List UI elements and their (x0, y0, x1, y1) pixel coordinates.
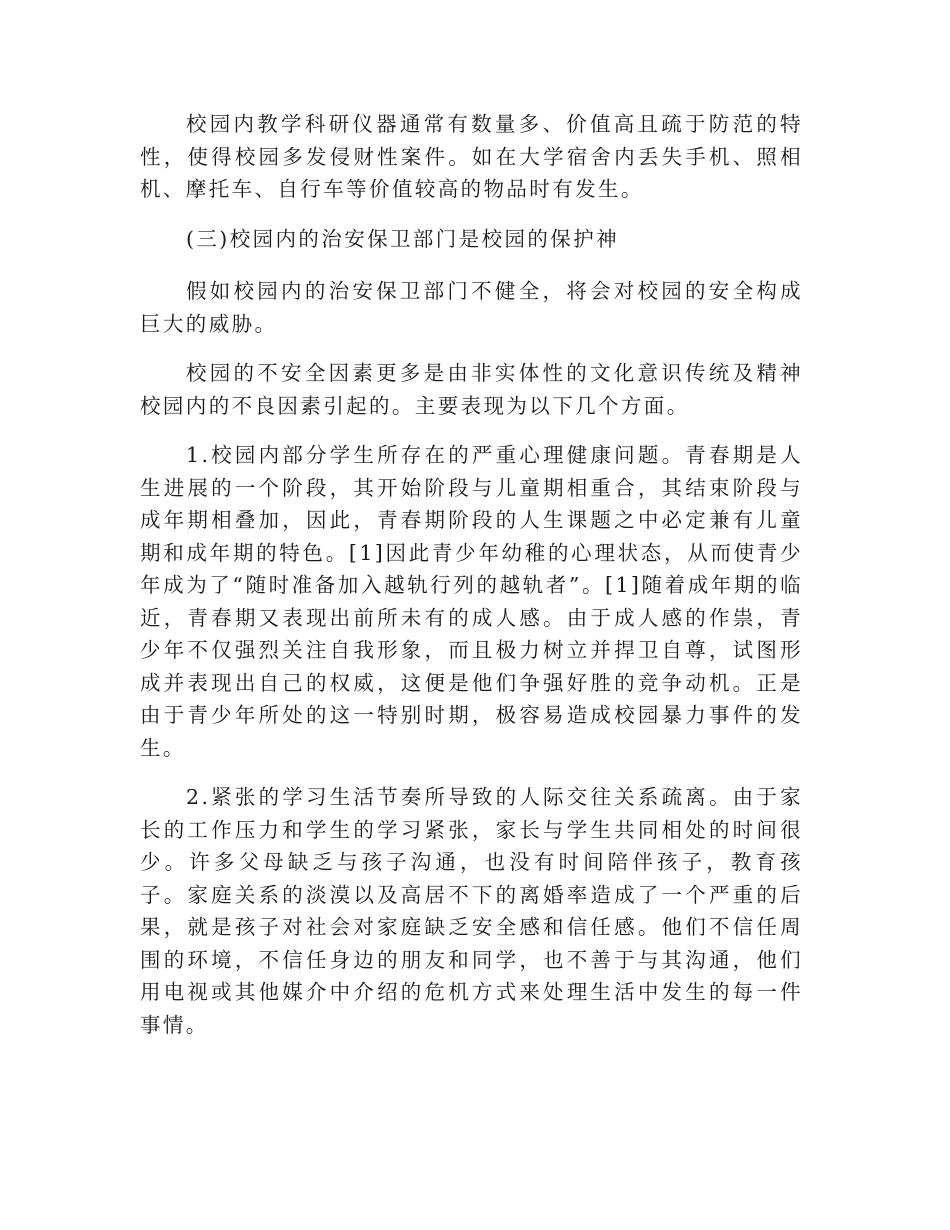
paragraph-property-crime: 校园内教学科研仪器通常有数量多、价值高且疏于防范的特性，使得校园多发侵财性案件。如在大学宿舍内丢失手机、照相机、摩托车、自行车等价值较高的物品时有发生。 (140, 112, 803, 201)
paragraph-unsafe-factors: 校园的不安全因素更多是由非实体性的文化意识传统及精神校园内的不良因素引起的。主要表现为以下几个方面。 (140, 361, 803, 418)
section-heading-security-department: (三)校园内的治安保卫部门是校园的保护神 (186, 226, 619, 251)
document-body (140, 108, 803, 1058)
paragraph-point-2-relationships: 2.紧张的学习生活节奏所导致的人际交往关系疏离。由于家长的工作压力和学生的学习紧张，家长与学生共同相处的时间很少。许多父母缺乏与孩子沟通，也没有时间陪伴孩子，教育孩子。家庭关系的淡漠以及高居不下的离婚率造成了一个严重的后果，就是孩子对社会对家庭缺乏安全感和信任感。他们不信任周围的环境，不信任身边的朋友和同学，也不善于与其沟通，他们用电视或其他媒介中介绍的危机方式来处理生活中发生的每一件事情。 (140, 785, 803, 1037)
paragraph-security-threat: 假如校园内的治安保卫部门不健全，将会对校园的安全构成巨大的威胁。 (140, 279, 803, 336)
paragraph-point-1-mental-health: 1.校园内部分学生所存在的严重心理健康问题。青春期是人生进展的一个阶段，其开始阶段与儿童期相重合，其结束阶段与成年期相叠加，因此，青春期阶段的人生课题之中必定兼有儿童期和成年期的特色。[1]因此青少年幼稚的心理状态，从而使青少年成为了“随时准备加入越轨行列的越轨者”。[1]随着成年期的临近，青春期又表现出前所未有的成人感。由于成人感的作祟，青少年不仅强烈关注自我形象，而且极力树立并捍卫自尊，试图形成并表现出自己的权威，这便是他们争强好胜的竞争动机。正是由于青少年所处的这一特别时期，极容易造成校园暴力事件的发生。 (140, 443, 803, 760)
